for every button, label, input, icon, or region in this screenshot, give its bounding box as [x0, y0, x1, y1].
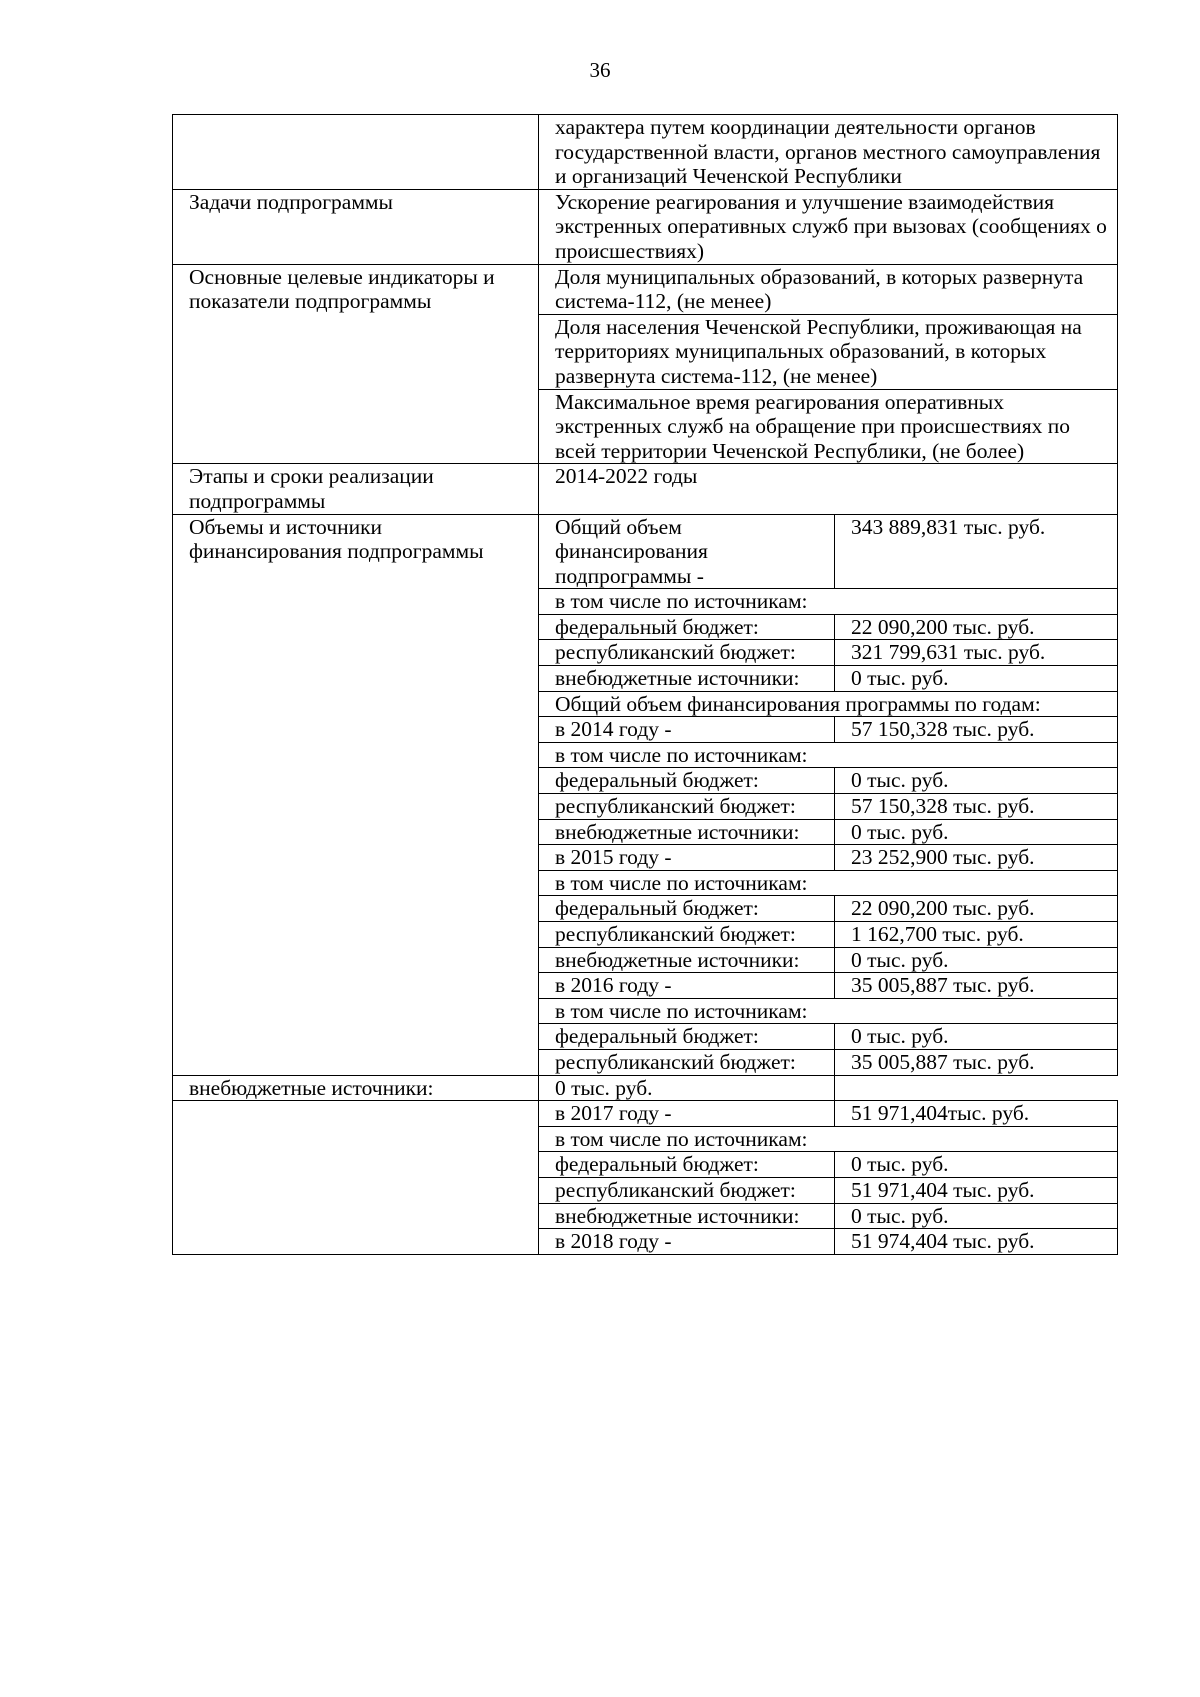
offbudget-label: внебюджетные источники: — [539, 1203, 835, 1229]
republic-label: республиканский бюджет: — [539, 1177, 835, 1203]
table-row — [173, 1101, 1118, 1127]
year-label: в 2017 году - — [539, 1101, 835, 1127]
offbudget-value: 0 тыс. руб. — [835, 947, 1118, 973]
goal-continuation: характера путем координации деятельности органов государственной власти, органов местного самоуправления и организаций Чеченской Республики — [539, 115, 1118, 190]
funding-total-value: 343 889,831 тыс. руб. — [835, 514, 1118, 589]
year-value: 57 150,328 тыс. руб. — [835, 717, 1118, 743]
offbudget-value: 0 тыс. руб. — [539, 1075, 835, 1101]
republic-value: 57 150,328 тыс. руб. — [835, 794, 1118, 820]
offbudget-label: внебюджетные источники: — [539, 819, 835, 845]
year-sources-label: в том числе по источникам: — [539, 998, 1118, 1024]
empty-cell — [173, 115, 539, 190]
federal-label: федеральный бюджет: — [539, 1024, 835, 1050]
offbudget-label: внебюджетные источники: — [539, 666, 835, 692]
year-value: 51 974,404 тыс. руб. — [835, 1229, 1118, 1255]
federal-value: 0 тыс. руб. — [835, 1152, 1118, 1178]
indicators-label: Основные целевые индикаторы и показатели подпрограммы — [173, 264, 539, 464]
table-row — [173, 514, 1118, 589]
offbudget-value: 0 тыс. руб. — [835, 819, 1118, 845]
year-value: 23 252,900 тыс. руб. — [835, 845, 1118, 871]
table-row — [173, 115, 1118, 190]
funding-label: Объемы и источники финансирования подпрограммы — [173, 514, 539, 1075]
republic-label: республиканский бюджет: — [539, 922, 835, 948]
republic-value: 321 799,631 тыс. руб. — [835, 640, 1118, 666]
indicator-item: Доля населения Чеченской Республики, проживающая на территориях муниципальных образований, в которых развернута система-112, (не менее) — [539, 314, 1118, 389]
year-sources-label: в том числе по источникам: — [539, 870, 1118, 896]
tasks-value: Ускорение реагирования и улучшение взаимодействия экстренных оперативных служб при вызовах (сообщениях о происшествиях) — [539, 189, 1118, 264]
year-label: в 2015 году - — [539, 845, 835, 871]
tasks-label: Задачи подпрограммы — [173, 189, 539, 264]
funding-sources-label: в том числе по источникам: — [539, 589, 1118, 615]
federal-value: 22 090,200 тыс. руб. — [835, 896, 1118, 922]
indicator-item: Максимальное время реагирования оперативных экстренных служб на обращение при происшествиях по всей территории Чеченской Республики, (не более) — [539, 389, 1118, 464]
year-sources-label: в том числе по источникам: — [539, 1126, 1118, 1152]
indicator-item: Доля муниципальных образований, в которых развернута система-112, (не менее) — [539, 264, 1118, 314]
republic-label: республиканский бюджет: — [539, 640, 835, 666]
federal-value: 22 090,200 тыс. руб. — [835, 614, 1118, 640]
funding-by-years-label: Общий объем финансирования программы по годам: — [539, 691, 1118, 717]
year-value: 35 005,887 тыс. руб. — [835, 973, 1118, 999]
offbudget-label: внебюджетные источники: — [539, 947, 835, 973]
stages-label: Этапы и сроки реализации подпрограммы — [173, 464, 539, 514]
funding-total-label: Общий объем финансирования подпрограммы - — [539, 514, 835, 589]
table-row — [173, 1075, 1118, 1101]
year-label: в 2018 году - — [539, 1229, 835, 1255]
year-value: 51 971,404тыс. руб. — [835, 1101, 1118, 1127]
empty-cell — [173, 1101, 539, 1255]
republic-label: республиканский бюджет: — [539, 1049, 835, 1075]
year-label: в 2016 году - — [539, 973, 835, 999]
republic-value: 51 971,404 тыс. руб. — [835, 1177, 1118, 1203]
republic-value: 1 162,700 тыс. руб. — [835, 922, 1118, 948]
federal-label: федеральный бюджет: — [539, 614, 835, 640]
stages-value: 2014-2022 годы — [539, 464, 1118, 514]
federal-value: 0 тыс. руб. — [835, 768, 1118, 794]
table-row — [173, 189, 1118, 264]
year-label: в 2014 году - — [539, 717, 835, 743]
page-number: 36 — [589, 58, 611, 82]
federal-label: федеральный бюджет: — [539, 768, 835, 794]
federal-label: федеральный бюджет: — [539, 896, 835, 922]
republic-value: 35 005,887 тыс. руб. — [835, 1049, 1118, 1075]
table-row — [173, 464, 1118, 514]
year-sources-label: в том числе по источникам: — [539, 742, 1118, 768]
offbudget-value: 0 тыс. руб. — [835, 666, 1118, 692]
federal-label: федеральный бюджет: — [539, 1152, 835, 1178]
offbudget-value: 0 тыс. руб. — [835, 1203, 1118, 1229]
republic-label: республиканский бюджет: — [539, 794, 835, 820]
offbudget-label: внебюджетные источники: — [173, 1075, 539, 1101]
federal-value: 0 тыс. руб. — [835, 1024, 1118, 1050]
table-row — [173, 264, 1118, 314]
subprogram-passport-table — [172, 114, 1118, 1255]
